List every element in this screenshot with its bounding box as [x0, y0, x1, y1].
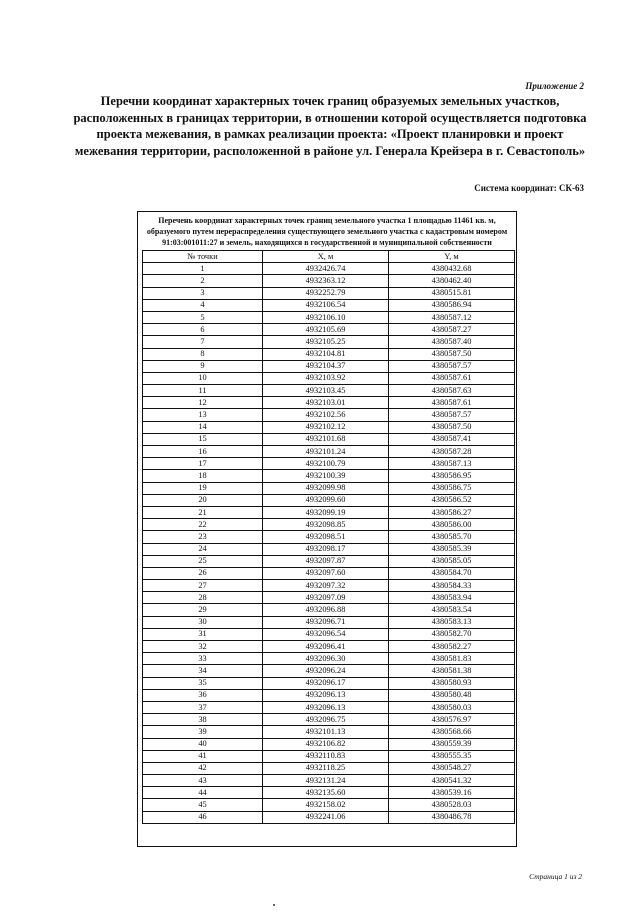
cell-y: 4380580.48 — [389, 689, 515, 701]
cell-y: 4380580.03 — [389, 701, 515, 713]
table-row — [143, 714, 515, 726]
cell-y: 4380587.13 — [389, 458, 515, 470]
table-caption: Перечень координат характерных точек границ земельного участка 1 площадью 11461 кв. м, образуемого путем перераспределения существующего земельного участка с кадастровым номером 91:03:001011:27 и земель, находящихся в государственной и муниципальной собственности — [146, 216, 508, 247]
cell-y: 4380585.05 — [389, 555, 515, 567]
cell-y: 4380515.81 — [389, 287, 515, 299]
cell-y: 4380584.70 — [389, 567, 515, 579]
header-y: Y, м — [389, 251, 515, 263]
cell-x: 4932110.83 — [263, 750, 389, 762]
cell-x: 4932101.13 — [263, 726, 389, 738]
cell-y: 4380528.03 — [389, 799, 515, 811]
table-row — [143, 592, 515, 604]
coordinate-system-label: Система координат: СК-63 — [474, 183, 584, 193]
cell-point-number: 27 — [143, 580, 263, 592]
cell-x: 4932097.32 — [263, 580, 389, 592]
cell-point-number: 17 — [143, 458, 263, 470]
table-row — [143, 762, 515, 774]
cell-x: 4932101.68 — [263, 433, 389, 445]
cell-x: 4932096.75 — [263, 714, 389, 726]
table-row — [143, 787, 515, 799]
document-title: Перечни координат характерных точек границ образуемых земельных участков, расположенных в границах территории, в отношении которой осуществляется подготовка проекта межевания, в рамках реализации проекта: «Проект планировки и проект межевания территории, расположенной в районе ул. Генерала Крейзера в г. Севастополь» — [73, 94, 587, 158]
table-row — [143, 519, 515, 531]
cell-y: 4380582.27 — [389, 641, 515, 653]
table-row — [143, 494, 515, 506]
cell-x: 4932097.60 — [263, 567, 389, 579]
cell-point-number: 36 — [143, 689, 263, 701]
table-row — [143, 287, 515, 299]
cell-point-number: 19 — [143, 482, 263, 494]
cell-point-number: 32 — [143, 641, 263, 653]
cell-point-number: 43 — [143, 775, 263, 787]
table-header-row — [143, 251, 515, 263]
cell-x: 4932096.13 — [263, 701, 389, 713]
table-row — [143, 421, 515, 433]
cell-point-number: 9 — [143, 360, 263, 372]
cell-x: 4932135.60 — [263, 787, 389, 799]
table-row — [143, 567, 515, 579]
cell-point-number: 21 — [143, 506, 263, 518]
table-row — [143, 275, 515, 287]
cell-x: 4932096.88 — [263, 604, 389, 616]
table-row — [143, 738, 515, 750]
cell-y: 4380585.39 — [389, 543, 515, 555]
table-row — [143, 263, 515, 275]
cell-point-number: 12 — [143, 397, 263, 409]
cell-x: 4932105.69 — [263, 324, 389, 336]
table-row — [143, 750, 515, 762]
cell-y: 4380587.61 — [389, 372, 515, 384]
cell-y: 4380587.50 — [389, 348, 515, 360]
cell-x: 4932106.82 — [263, 738, 389, 750]
cell-y: 4380539.16 — [389, 787, 515, 799]
coordinates-table — [142, 250, 515, 824]
cell-y: 4380587.57 — [389, 409, 515, 421]
cell-point-number: 10 — [143, 372, 263, 384]
cell-point-number: 45 — [143, 799, 263, 811]
cell-y: 4380581.83 — [389, 653, 515, 665]
table-row — [143, 299, 515, 311]
cell-x: 4932098.51 — [263, 531, 389, 543]
cell-y: 4380583.13 — [389, 616, 515, 628]
table-row — [143, 360, 515, 372]
cell-point-number: 4 — [143, 299, 263, 311]
cell-point-number: 15 — [143, 433, 263, 445]
cell-y: 4380587.61 — [389, 397, 515, 409]
cell-y: 4380586.75 — [389, 482, 515, 494]
table-row — [143, 665, 515, 677]
cell-y: 4380581.38 — [389, 665, 515, 677]
cell-x: 4932252.79 — [263, 287, 389, 299]
cell-point-number: 7 — [143, 336, 263, 348]
cell-point-number: 23 — [143, 531, 263, 543]
cell-y: 4380568.66 — [389, 726, 515, 738]
table-row — [143, 580, 515, 592]
table-row — [143, 446, 515, 458]
cell-y: 4380541.32 — [389, 775, 515, 787]
cell-point-number: 3 — [143, 287, 263, 299]
table-row — [143, 433, 515, 445]
cell-y: 4380576.97 — [389, 714, 515, 726]
cell-x: 4932100.79 — [263, 458, 389, 470]
cell-y: 4380432.68 — [389, 263, 515, 275]
table-row — [143, 628, 515, 640]
cell-x: 4932099.98 — [263, 482, 389, 494]
cell-point-number: 8 — [143, 348, 263, 360]
cell-x: 4932096.13 — [263, 689, 389, 701]
cell-y: 4380587.50 — [389, 421, 515, 433]
cell-point-number: 40 — [143, 738, 263, 750]
cell-y: 4380587.12 — [389, 311, 515, 323]
cell-point-number: 6 — [143, 324, 263, 336]
table-row — [143, 616, 515, 628]
table-row — [143, 689, 515, 701]
table-row — [143, 775, 515, 787]
cell-x: 4932104.37 — [263, 360, 389, 372]
cell-point-number: 5 — [143, 311, 263, 323]
cell-x: 4932097.87 — [263, 555, 389, 567]
table-row — [143, 677, 515, 689]
cell-point-number: 44 — [143, 787, 263, 799]
cell-point-number: 31 — [143, 628, 263, 640]
cell-point-number: 20 — [143, 494, 263, 506]
header-point-number: № точки — [143, 251, 263, 263]
cell-point-number: 16 — [143, 446, 263, 458]
cell-x: 4932102.12 — [263, 421, 389, 433]
table-row — [143, 458, 515, 470]
cell-x: 4932099.19 — [263, 506, 389, 518]
cell-x: 4932118.25 — [263, 762, 389, 774]
table-row — [143, 653, 515, 665]
cell-y: 4380586.95 — [389, 470, 515, 482]
cell-point-number: 2 — [143, 275, 263, 287]
cell-point-number: 22 — [143, 519, 263, 531]
cell-x: 4932103.92 — [263, 372, 389, 384]
cell-x: 4932096.41 — [263, 641, 389, 653]
cell-y: 4380559.39 — [389, 738, 515, 750]
cell-x: 4932106.54 — [263, 299, 389, 311]
cell-point-number: 46 — [143, 811, 263, 823]
cell-y: 4380586.00 — [389, 519, 515, 531]
table-row — [143, 409, 515, 421]
cell-y: 4380583.54 — [389, 604, 515, 616]
cell-point-number: 34 — [143, 665, 263, 677]
cell-x: 4932363.12 — [263, 275, 389, 287]
cell-x: 4932096.30 — [263, 653, 389, 665]
table-row — [143, 397, 515, 409]
cell-x: 4932096.71 — [263, 616, 389, 628]
table-row — [143, 324, 515, 336]
cell-point-number: 13 — [143, 409, 263, 421]
cell-x: 4932131.24 — [263, 775, 389, 787]
cell-x: 4932104.81 — [263, 348, 389, 360]
cell-y: 4380587.57 — [389, 360, 515, 372]
cell-x: 4932101.24 — [263, 446, 389, 458]
cell-point-number: 41 — [143, 750, 263, 762]
cell-point-number: 38 — [143, 714, 263, 726]
table-row — [143, 470, 515, 482]
table-row — [143, 641, 515, 653]
cell-x: 4932105.25 — [263, 336, 389, 348]
table-row — [143, 506, 515, 518]
table-row — [143, 348, 515, 360]
cell-y: 4380462.40 — [389, 275, 515, 287]
cell-x: 4932158.02 — [263, 799, 389, 811]
cell-x: 4932098.17 — [263, 543, 389, 555]
cell-x: 4932100.39 — [263, 470, 389, 482]
table-row — [143, 336, 515, 348]
cell-point-number: 35 — [143, 677, 263, 689]
scan-speck — [273, 904, 275, 906]
cell-point-number: 25 — [143, 555, 263, 567]
cell-x: 4932097.09 — [263, 592, 389, 604]
cell-y: 4380587.40 — [389, 336, 515, 348]
cell-point-number: 24 — [143, 543, 263, 555]
table-row — [143, 531, 515, 543]
cell-x: 4932103.01 — [263, 397, 389, 409]
cell-y: 4380587.63 — [389, 385, 515, 397]
cell-y: 4380586.27 — [389, 506, 515, 518]
table-row — [143, 799, 515, 811]
cell-point-number: 28 — [143, 592, 263, 604]
table-row — [143, 385, 515, 397]
table-row — [143, 543, 515, 555]
cell-x: 4932096.24 — [263, 665, 389, 677]
cell-x: 4932102.56 — [263, 409, 389, 421]
page-number: Страница 1 из 2 — [529, 872, 582, 881]
cell-y: 4380585.70 — [389, 531, 515, 543]
cell-y: 4380586.94 — [389, 299, 515, 311]
cell-point-number: 26 — [143, 567, 263, 579]
cell-y: 4380584.33 — [389, 580, 515, 592]
cell-point-number: 29 — [143, 604, 263, 616]
table-row — [143, 604, 515, 616]
table-row — [143, 811, 515, 823]
cell-y: 4380587.28 — [389, 446, 515, 458]
table-row — [143, 555, 515, 567]
cell-y: 4380555.35 — [389, 750, 515, 762]
cell-point-number: 39 — [143, 726, 263, 738]
cell-y: 4380548.27 — [389, 762, 515, 774]
coordinates-table-frame — [137, 211, 517, 847]
cell-x: 4932099.60 — [263, 494, 389, 506]
cell-y: 4380587.27 — [389, 324, 515, 336]
cell-x: 4932426.74 — [263, 263, 389, 275]
cell-point-number: 14 — [143, 421, 263, 433]
cell-point-number: 42 — [143, 762, 263, 774]
cell-point-number: 18 — [143, 470, 263, 482]
cell-y: 4380486.78 — [389, 811, 515, 823]
cell-y: 4380587.41 — [389, 433, 515, 445]
table-row — [143, 311, 515, 323]
cell-point-number: 37 — [143, 701, 263, 713]
cell-x: 4932241.06 — [263, 811, 389, 823]
table-row — [143, 726, 515, 738]
cell-x: 4932096.54 — [263, 628, 389, 640]
cell-x: 4932103.45 — [263, 385, 389, 397]
cell-x: 4932106.10 — [263, 311, 389, 323]
cell-x: 4932096.17 — [263, 677, 389, 689]
cell-point-number: 1 — [143, 263, 263, 275]
cell-y: 4380580.93 — [389, 677, 515, 689]
cell-x: 4932098.85 — [263, 519, 389, 531]
table-row — [143, 372, 515, 384]
table-row — [143, 701, 515, 713]
appendix-label: Приложение 2 — [525, 81, 584, 91]
cell-point-number: 33 — [143, 653, 263, 665]
header-x: X, м — [263, 251, 389, 263]
cell-y: 4380582.70 — [389, 628, 515, 640]
cell-y: 4380586.52 — [389, 494, 515, 506]
table-body — [143, 263, 515, 824]
cell-point-number: 11 — [143, 385, 263, 397]
cell-y: 4380583.94 — [389, 592, 515, 604]
table-row — [143, 482, 515, 494]
cell-point-number: 30 — [143, 616, 263, 628]
